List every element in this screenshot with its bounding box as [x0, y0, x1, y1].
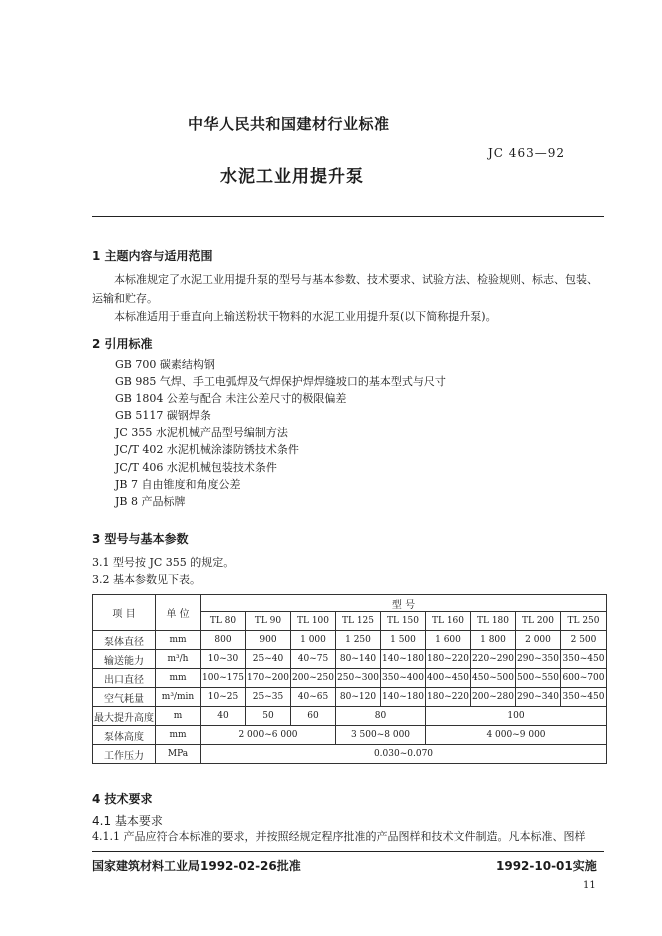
table-header-row [93, 595, 607, 612]
table-cell: 60 [291, 707, 336, 726]
table-cell: 25~35 [246, 688, 291, 707]
table-cell: 40~65 [291, 688, 336, 707]
model-cell: TL 200 [516, 612, 561, 631]
table-cell: 600~700 [561, 669, 607, 688]
table-row-pressure [93, 745, 607, 764]
clause-4-1: 4.1 基本要求 [92, 814, 163, 828]
table-cell: 900 [246, 631, 291, 650]
table-cell: 500~550 [516, 669, 561, 688]
table-row-height [93, 726, 607, 745]
section-1-paragraph-2: 本标准适用于垂直向上输送粉状干物料的水泥工业用提升泵(以下简称提升泵)。 [114, 310, 497, 323]
table-cell: 100~175 [201, 669, 246, 688]
table-row [93, 688, 607, 707]
row-label: 最大提升高度 [93, 707, 156, 726]
reference-item: JC 355 水泥机械产品型号编制方法 [115, 426, 288, 440]
table-cell: 80~120 [336, 688, 381, 707]
table-cell: 800 [201, 631, 246, 650]
table-cell: 3 500~8 000 [336, 726, 426, 745]
table-cell: 4 000~9 000 [426, 726, 607, 745]
row-label: 出口直径 [93, 669, 156, 688]
table-cell: 250~300 [336, 669, 381, 688]
row-unit: mm [156, 669, 201, 688]
row-label: 工作压力 [93, 745, 156, 764]
table-cell: 170~200 [246, 669, 291, 688]
table-cell: 80 [336, 707, 426, 726]
model-cell: TL 100 [291, 612, 336, 631]
clause-3-1: 3.1 型号按 JC 355 的规定。 [92, 556, 235, 569]
table-cell: 1 250 [336, 631, 381, 650]
table-cell: 1 600 [426, 631, 471, 650]
section-3-heading: 3 型号与基本参数 [92, 532, 189, 546]
table-cell: 0.030~0.070 [201, 745, 607, 764]
page-number: 11 [583, 880, 596, 891]
table-cell: 10~25 [201, 688, 246, 707]
reference-item: JB 7 自由锥度和角度公差 [115, 477, 241, 491]
model-cell: TL 180 [471, 612, 516, 631]
table-cell: 350~450 [561, 650, 607, 669]
table-cell: 1 800 [471, 631, 516, 650]
model-cell: TL 125 [336, 612, 381, 631]
reference-item: GB 985 气焊、手工电弧焊及气焊保护焊焊缝坡口的基本型式与尺寸 [115, 375, 446, 389]
table-cell: 2 000 [516, 631, 561, 650]
reference-item: GB 1804 公差与配合 未注公差尺寸的极限偏差 [115, 392, 347, 406]
row-unit: mm [156, 631, 201, 650]
table-cell: 140~180 [381, 688, 426, 707]
table-cell: 200~280 [471, 688, 516, 707]
header-item: 项 目 [93, 595, 156, 631]
section-1-heading: 1 主题内容与适用范围 [92, 249, 213, 263]
issuing-body: 中华人民共和国建材行业标准 [188, 115, 390, 133]
table-cell: 2 000~6 000 [201, 726, 336, 745]
model-cell: TL 90 [246, 612, 291, 631]
table-cell: 220~290 [471, 650, 516, 669]
row-unit: m [156, 707, 201, 726]
table-cell: 100 [426, 707, 607, 726]
reference-list [115, 356, 446, 510]
model-cell: TL 250 [561, 612, 607, 631]
row-unit: m³/h [156, 650, 201, 669]
table-cell: 2 500 [561, 631, 607, 650]
table-cell: 1 500 [381, 631, 426, 650]
row-label: 空气耗量 [93, 688, 156, 707]
document-title: 水泥工业用提升泵 [220, 167, 364, 187]
table-row [93, 650, 607, 669]
standard-code: JC 463—92 [488, 146, 565, 160]
table-cell: 350~400 [381, 669, 426, 688]
model-cell: TL 160 [426, 612, 471, 631]
table-cell: 50 [246, 707, 291, 726]
implementation-date: 1992-10-01实施 [496, 859, 597, 873]
section-1-paragraph-1: 本标准规定了水泥工业用提升泵的型号与基本参数、技术要求、试验方法、检验规则、标志、包装、运输和贮存。 [92, 273, 598, 305]
row-unit: MPa [156, 745, 201, 764]
row-unit: mm [156, 726, 201, 745]
row-unit: m³/min [156, 688, 201, 707]
table-cell: 450~500 [471, 669, 516, 688]
model-cell: TL 150 [381, 612, 426, 631]
table-cell: 400~450 [426, 669, 471, 688]
clause-4-1-1: 4.1.1 产品应符合本标准的要求，并按照经规定程序批准的产品图样和技术文件制造。凡本标准、图样 [92, 830, 586, 843]
table-cell: 290~350 [516, 650, 561, 669]
section-4-heading: 4 技术要求 [92, 792, 153, 806]
footer-rule [92, 851, 604, 852]
table-row-lift [93, 707, 607, 726]
section-2-heading: 2 引用标准 [92, 337, 153, 351]
table-cell: 40~75 [291, 650, 336, 669]
reference-item: JB 8 产品标牌 [115, 494, 186, 508]
header-unit: 单 位 [156, 595, 201, 631]
table-cell: 350~450 [561, 688, 607, 707]
table-cell: 290~340 [516, 688, 561, 707]
table-cell: 140~180 [381, 650, 426, 669]
table-cell: 10~30 [201, 650, 246, 669]
reference-item: JC/T 402 水泥机械涂漆防锈技术条件 [115, 443, 299, 457]
table-cell: 180~220 [426, 688, 471, 707]
reference-item: JC/T 406 水泥机械包装技术条件 [115, 460, 277, 474]
table-cell: 200~250 [291, 669, 336, 688]
table-cell: 40 [201, 707, 246, 726]
approval-line: 国家建筑材料工业局1992-02-26批准 [92, 859, 301, 873]
parameters-table [92, 594, 607, 764]
table-row [93, 669, 607, 688]
table-row [93, 631, 607, 650]
row-label: 输送能力 [93, 650, 156, 669]
row-label: 泵体直径 [93, 631, 156, 650]
reference-item: GB 700 碳素结构钢 [115, 358, 215, 371]
row-label: 泵体高度 [93, 726, 156, 745]
header-rule [92, 216, 604, 217]
header-model: 型 号 [201, 595, 607, 612]
table-cell: 180~220 [426, 650, 471, 669]
table-cell: 1 000 [291, 631, 336, 650]
model-cell: TL 80 [201, 612, 246, 631]
clause-3-2: 3.2 基本参数见下表。 [92, 573, 201, 586]
table-cell: 80~140 [336, 650, 381, 669]
table-cell: 25~40 [246, 650, 291, 669]
reference-item: GB 5117 碳钢焊条 [115, 409, 211, 423]
